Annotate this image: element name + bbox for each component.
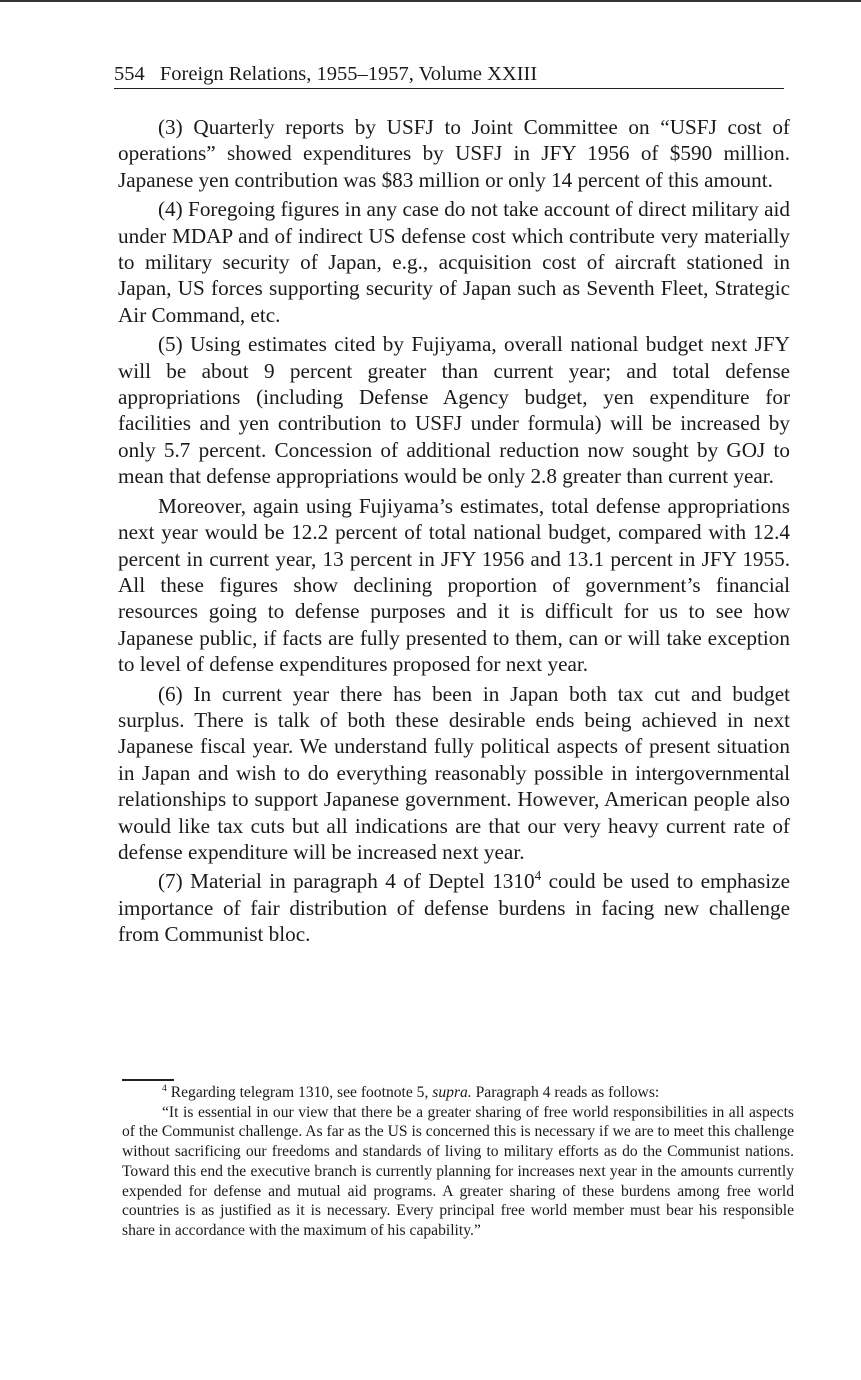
paragraph-moreover: Moreover, again using Fujiyama’s estimates, total defense appropriations next year would be 12.2 percent of total national budget, compared with 12.4 percent in current year, 13 percent in JFY 1956 and 13.1 percent in JFY 1955. All these figures show declining proportion of government’s financial resources going to defense purposes and it is difficult for us to see how Japanese public, if facts are fully presented to them, can or will take exception to level of defense expenditures proposed for next year. [118, 493, 790, 677]
paragraph-6: (6) In current year there has been in Japan both tax cut and budget surplus. There is talk of both these desirable ends being achieved in next Japanese fiscal year. We understand fully political aspects of present situation in Japan and wish to do everything reasonably possible in intergovernmental relationships to support Japanese government. However, American people also would like tax cuts but all indications are that our very heavy current rate of defense expenditure will be increased next year. [118, 681, 790, 864]
volume-title: Foreign Relations, 1955–1957, Volume XXIII [159, 63, 538, 85]
running-header [114, 60, 784, 88]
footnote-text-end: Paragraph 4 reads as follows: [471, 1084, 660, 1101]
footnote-quotation: “It is essential in our view that there be a greater sharing of free world responsibilities in all aspects of the Communist challenge. As far as the US is concerned this is necessary if we are to meet this challenge without sacrificing our freedoms and standards of living to military efforts as do the Communist nations. Toward this end the executive branch is currently planning for increases next year in the amounts currently expended for defense and mutual aid programs. A greater sharing of these burdens among free world countries is as justified as it is necessary. Every principal free world member must bear his responsible share in accordance with the maximum of his capability.” [122, 1103, 794, 1239]
header-rule [114, 88, 784, 89]
paragraph-7-end: could be used to emphasize importance of fair distribution of defense burdens in facing new challenge from Communist bloc. [118, 869, 790, 947]
paragraph-5: (5) Using estimates cited by Fujiyama, overall national budget next JFY will be about 9 percent greater than current year; and total defense appropriations (including Defense Agency budget, yen expenditure for facilities and yen contribution to USFJ under formula) will be increased by only 5.7 percent. Concession of additional reduction now sought by GOJ to mean that defense appropriations would be only 2.8 greater than current year. [118, 332, 790, 489]
footnote-reference-mark: 4 [534, 868, 542, 884]
paragraph-7-start: (7) Material in paragraph 4 of Deptel 1310 [158, 869, 535, 894]
footnote-text-start: Regarding telegram 1310, see footnote 5, [166, 1084, 433, 1101]
top-edge-rule [0, 0, 861, 2]
footnote-4 [122, 1083, 794, 1103]
paragraph-4: (4) Foregoing figures in any case do not take account of direct military aid under MDAP and of indirect US defense cost which contribute very materially to military security of Japan, e.g., acquisition cost of aircraft stationed in Japan, US forces supporting security of Japan such as Seventh Fleet, Strategic Air Command, etc. [118, 197, 790, 327]
footnote-rule [122, 1079, 174, 1081]
footnotes [122, 1083, 794, 1241]
paragraph-3: (3) Quarterly reports by USFJ to Joint Committee on “USFJ cost of operations” showed expenditures by USFJ in JFY 1956 of $590 million. Japanese yen contribution was $83 million or only 14 percent of this amount. [118, 115, 790, 192]
footnote-mark: 4 [162, 1082, 167, 1094]
body-text [118, 114, 790, 951]
page-number: 554 [114, 63, 145, 85]
footnote-supra: supra. [432, 1084, 472, 1101]
paragraph-7 [118, 868, 790, 947]
